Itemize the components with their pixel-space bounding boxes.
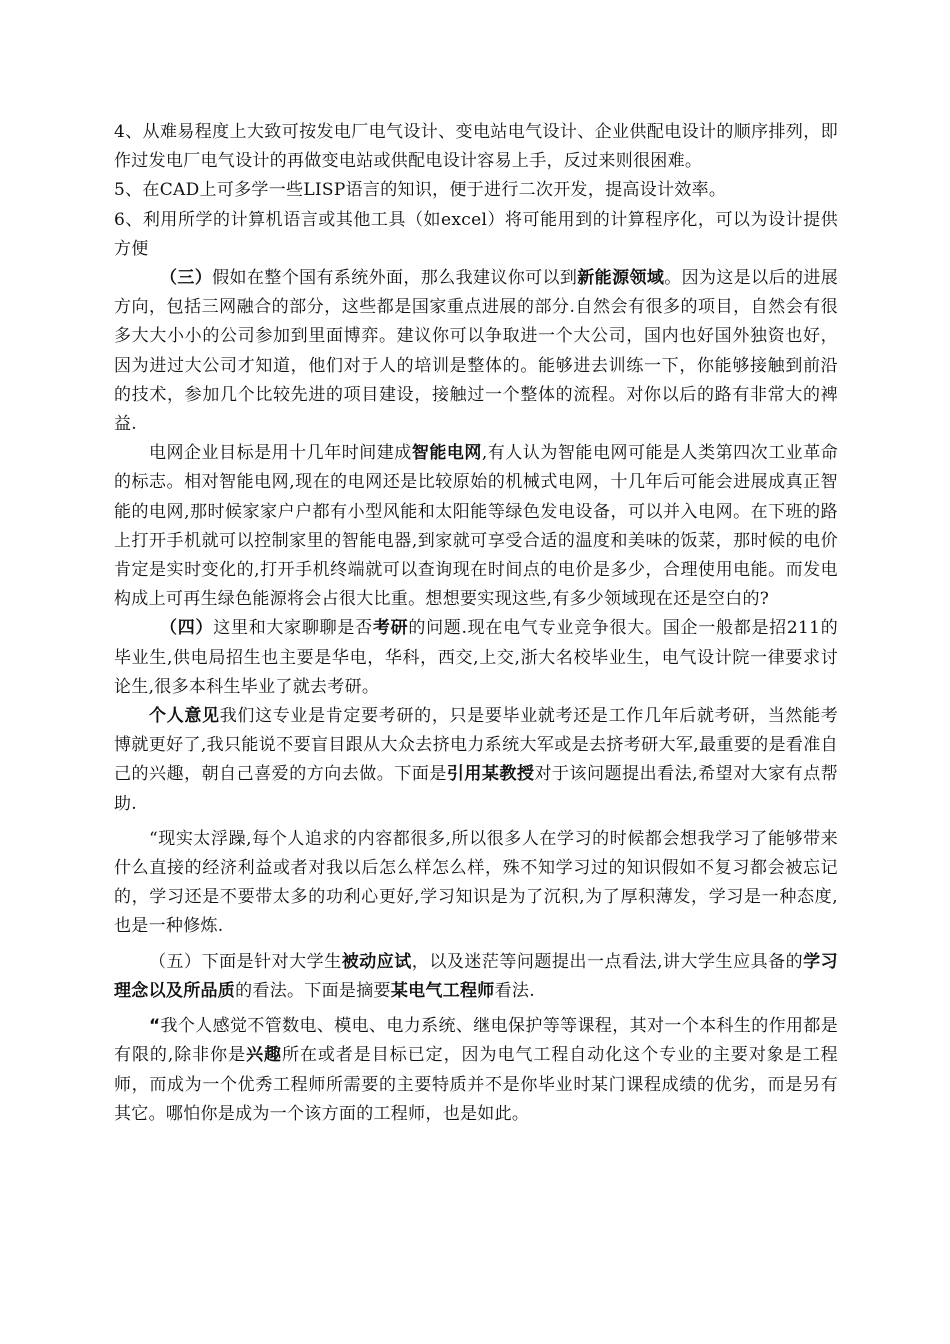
- section-3-emphasis: 新能源领域: [577, 268, 665, 289]
- section-5-emphasis-3: 某电气工程师: [390, 980, 495, 1001]
- paragraph-section-5: [114, 948, 838, 1006]
- smart-grid-text-1: 电网企业目标是用十几年时间建成: [149, 443, 412, 464]
- section-4-text-1: 这里和大家聊聊是否: [213, 618, 373, 639]
- section-5-emphasis-1: 被动应试: [341, 951, 412, 972]
- paragraph-professor-quote: “现实太浮躁,每个人追求的内容都很多,所以很多人在学习的时候都会想我学习了能够带来什么直接的经济利益或者对我以后怎么样怎么样，殊不知学习过的知识假如不复习都会被忘记的，学习还是不要带太多的功利心更好,学习知识是为了沉积,为了厚积薄发，学习是一种态度,也是一种修炼.: [114, 828, 838, 937]
- section-5-emphasis-2: 学习理念以及所品质: [114, 951, 838, 1001]
- smart-grid-emphasis: 智能电网: [411, 443, 482, 464]
- engineer-quote-emphasis: 兴趣: [246, 1045, 282, 1066]
- personal-opinion-text-1: 我们这专业是肯定要考研的，只是要毕业就考还是工作几年后就考研，当然能考博就更好了,我只能说不要盲目跟从大众去挤电力系统大军或是去挤考研大军,最重要的是看准自己的兴趣，朝自己喜爱的方向去做。下面是: [114, 706, 839, 785]
- section-3-text-2: 。因为这是以后的进展方向，包括三网融合的部分，这些都是国家重点进展的部分.自然会有很多的项目，自然会有很多大大小小的公司参加到里面博弈。建议你可以争取进一个大公司，国内也好国外独资也好，因为进过大公司才知道，他们对于人的培训是整体的。能够进去训练一下，你能够接触到前沿的技术，参加几个比较先进的项目建设，接触过一个整体的流程。对你以后的路有非常大的裨益.: [114, 268, 839, 435]
- paragraph-item-4: 4、从难易程度上大致可按发电厂电气设计、变电站电气设计、企业供配电设计的顺序排列，即作过发电厂电气设计的再做变电站或供配电设计容易上手，反过来则很困难。: [114, 122, 838, 172]
- engineer-quote-text-2: 所在或者是目标已定，因为电气工程自动化这个专业的主要对象是工程师，而成为一个优秀工程师所需要的主要特质并不是你毕业时某门课程成绩的优劣，而是另有其它。哪怕你是成为一个该方面的工程师，也是如此。: [114, 1045, 838, 1124]
- section-3-prefix: （三）: [160, 268, 213, 289]
- smart-grid-text-2: ,有人认为智能电网可能是人类第四次工业革命的标志。相对智能电网,现在的电网还是比较原始的机械式电网，十几年后可能会进展成真正智能的电网,那时候家家户户都有小型风能和太阳能等绿色发电设备，可以并入电网。在下班的路上打开手机就可以控制家里的智能电器,到家就可享受合适的温度和美味的饭菜，那时候的电价肯定是实时变化的,打开手机终端就可以查询现在时间点的电价是多少，合理使用电能。而发电构成上可再生绿色能源将会占很大比重。想想要实现这些,有多少领域现在还是空白的?: [114, 443, 839, 610]
- section-4-text-2: 的问题.现在电气专业竞争很大。国企一般都是招211的毕业生,供电局招生也主要是华电，华科，西交,上交,浙大名校毕业生，电气设计院一律要求讨论生,很多本科生毕业了就去考研。: [114, 618, 839, 697]
- paragraph-engineer-quote: [114, 1012, 838, 1129]
- engineer-quote-text-1: 我个人感觉不管数电、模电、电力系统、继电保护等等课程，其对一个本科生的作用都是有限的,除非你是: [114, 1016, 838, 1066]
- section-5-text-4: 看法.: [494, 980, 535, 1001]
- professor-quote-emphasis: 引用某教授: [446, 764, 535, 785]
- paragraph-section-3: [114, 264, 838, 439]
- section-5-text-2: ，以及迷茫等问题提出一点看法,讲大学生应具备的: [411, 951, 804, 972]
- paragraph-personal-opinion: [114, 702, 838, 819]
- section-5-prefix: （五）: [149, 951, 202, 972]
- personal-opinion-text-2: 对于该问题提出看法,希望对大家有点帮助.: [114, 764, 839, 814]
- paragraph-item-5: 5、在CAD上可多学一些LISP语言的知识，便于进行二次开发，提高设计效率。: [114, 180, 727, 201]
- section-4-emphasis: 考研: [372, 618, 409, 639]
- section-5-text-3: 的看法。下面是摘要: [235, 980, 391, 1001]
- document-body: [114, 118, 838, 1129]
- section-5-text-1: 下面是针对大学生: [201, 951, 342, 972]
- paragraph-section-4: [114, 614, 838, 702]
- section-3-text-1: 假如在整个国有系统外面，那么我建议你可以到: [212, 268, 578, 289]
- paragraph-smart-grid: [114, 439, 838, 614]
- section-4-prefix: （四）: [160, 618, 214, 639]
- personal-opinion-emphasis: 个人意见: [149, 706, 220, 727]
- open-quote-mark: “: [149, 1016, 161, 1037]
- paragraph-item-6: 6、利用所学的计算机语言或其他工具（如excel）将可能用到的计算程序化，可以为设计提供方便: [114, 209, 838, 259]
